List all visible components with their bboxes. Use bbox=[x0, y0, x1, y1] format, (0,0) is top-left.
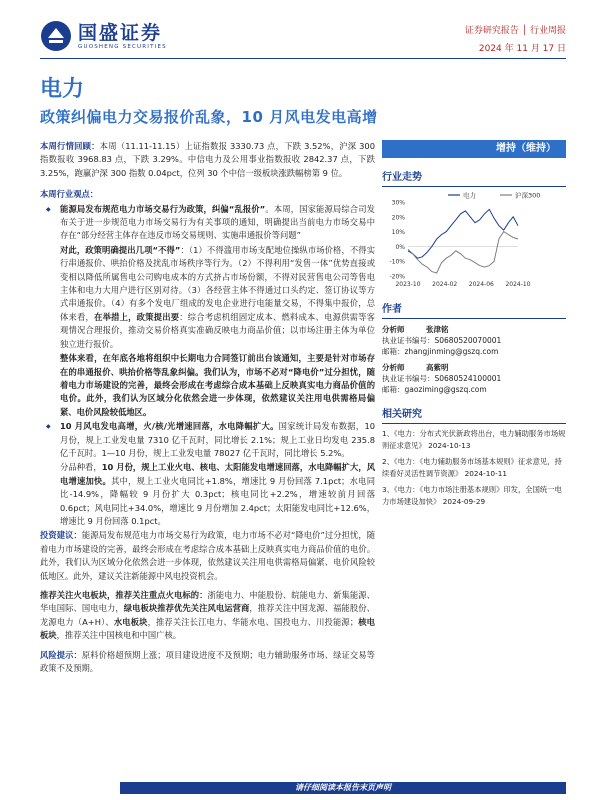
bullet-policy-text: 。本周，国家能源局综合司发布关于进一步规范电力市场交易行为有关事项的通知，明确提出当前电力市场交易中存在“部分经营主体存在违反市场交易规则、实施串通报价等问题” bbox=[60, 203, 375, 241]
report-date: 2024 年 11 月 17 日 bbox=[478, 44, 566, 54]
risk-text: 原料价格超预期上涨；项目建设进度不及预期；电力辅助服务市场、绿证交易等政策不及预期。 bbox=[40, 649, 375, 674]
brand-logo bbox=[40, 20, 167, 52]
related-item[interactable]: 2、《电力：《电力辅助服务市场基本规则》征求意见，持续看好灵活性调节资源》 2024-10-11 bbox=[382, 457, 562, 478]
analyst1-name: 张津铭 bbox=[426, 325, 449, 334]
rating-badge: 增持（维持） bbox=[382, 140, 566, 158]
investment-advice bbox=[40, 529, 375, 583]
investment-advice-text: 能源局发布规范电力市场交易行为政策，电力市场不必对“降电价”过分担忧，随着电力市场建设的完善，最终会形成在考虑综合成本基础上反映真实电力商品价值的电价。此外，我们认为区域分化依然会进一步体现，依然建议关注用电供需格局偏紧、电价风险较低地区。此外，建议关注新能源中风电投资机会。 bbox=[40, 530, 375, 581]
rec-lead3: 水电板块 bbox=[113, 616, 148, 627]
rec-text1: 浙能电力、申能股份、皖能电力、新集能源、华电国际、国电电力， bbox=[40, 590, 375, 614]
generation-detail-text: 其中，规上工业火电同比+1.8%，增速比 9 月份回落 7.1pct；水电同比-14.9%，降幅较 9 月份扩大 0.3pct；核电同比+2.2%，增速较前月回落 0.6pct；风电同比+34.0%，增速比 9 月份增加 2.4pct；太阳能发电同比+12.6%，增速比 9 月份回落 0.1pct。 bbox=[60, 475, 375, 526]
analyst2-row bbox=[382, 362, 566, 373]
generation-detail-lead: 10 月份，规上工业火电、核电、太阳能发电增速回落，水电降幅扩大，风电增速加快。 bbox=[60, 462, 375, 486]
generation-detail bbox=[40, 461, 375, 528]
market-review-text: 本周（11.11-11.15）上证指数报 3330.73 点，下跌 3.52%，沪深 300 指数报收 3968.83 点，下跌 3.29%。中信电力及公用事业指数报收 2842.37 点，下跌 3.25%，跑赢沪深 300 指数 0.04pct，位列 30 个中信一级板块涨跌幅榜第 9 位。 bbox=[40, 141, 375, 178]
policy-detail bbox=[40, 244, 375, 351]
x-tick-label: 2023-10 bbox=[395, 281, 421, 288]
policy-summary: 整体来看，在年底各地将组织中长期电力合同签订前出台该通知，主要是针对市场存在的串通报价、哄抬价格等乱象纠偏。我们认为，市场不必对“降电价”过分担忧，随着电力市场建设的完善，最终会形成在考虑综合成本基础上反映真实电力商品价值的电价。此外，我们认为区域分化依然会进一步体现，依然建议关注用电供需格局偏紧、电价风险较低地区。 bbox=[60, 353, 375, 417]
y-tick-label: -20% bbox=[389, 273, 405, 281]
industry-title: 电力 bbox=[40, 77, 85, 102]
analyst2-cert: 执业证书编号：S0680524100001 bbox=[382, 374, 502, 383]
y-tick-label: 0% bbox=[395, 243, 405, 251]
header-divider bbox=[40, 58, 566, 59]
analyst1-row bbox=[382, 324, 566, 335]
policy-detail-lead2: 在举措上，政策提出要 bbox=[94, 311, 180, 322]
trend-chart bbox=[382, 190, 566, 290]
y-tick-label: -10% bbox=[389, 258, 405, 266]
market-review bbox=[40, 140, 375, 180]
footer-disclaimer: 请仔细阅读本报告末页声明 bbox=[120, 782, 566, 794]
doc-type: 证券研究报告 │ 行业周报 bbox=[464, 26, 566, 36]
report-headline: 政策纠偏电力交易报价乱象，10 月风电发电高增 bbox=[40, 108, 378, 126]
investment-advice-label: 投资建议： bbox=[40, 530, 82, 541]
legend-label: 电力 bbox=[463, 191, 476, 200]
bullet-policy bbox=[40, 203, 375, 243]
policy-detail-text2: ：综合考虑机组固定成本、燃料成本、电源供需等客观情况合理报价，推动交易价格真实准确反映电力商品价值；以市场注册主体为单位独立进行报价。 bbox=[60, 311, 375, 349]
guosheng-logo-icon bbox=[40, 20, 72, 52]
analyst1-email[interactable]: 邮箱：zhangjinming@gszq.com bbox=[382, 347, 499, 356]
bullet-generation-text: 国家统计局发布数据，10 月份，规上工业发电量 7310 亿千瓦时，同比增长 2.1%；规上工业日均发电 235.8 亿千瓦时。1—10 月份，规上工业发电量 78027 亿千瓦时，同比增长 5.2%。 bbox=[60, 421, 376, 458]
analyst1-label: 分析师 bbox=[382, 325, 405, 334]
risk-label: 风险提示： bbox=[40, 649, 82, 660]
x-tick-label: 2024-02 bbox=[432, 281, 458, 288]
rec-lead2: 绿电板块推荐优先关注风电运营商 bbox=[123, 603, 250, 614]
rec-text2: ，推荐关注中国龙源、福能股份、龙源电力（A+H）、 bbox=[40, 603, 375, 627]
analyst2-email[interactable]: 邮箱：gaoziming@gszq.com bbox=[382, 385, 487, 394]
rec-lead: 推荐关注火电板块，推荐关注重点火电标的： bbox=[40, 590, 208, 600]
market-review-label: 本周行情回顾： bbox=[40, 141, 100, 151]
series-line-csi300 bbox=[408, 232, 518, 273]
policy-detail-lead: 对此，政策明确提出几项“不得” bbox=[60, 244, 181, 255]
y-tick-label: 20% bbox=[391, 214, 405, 222]
bullet-generation-lead: 10 月风电发电高增，火/核/光增速回落，水电降幅扩大。 bbox=[60, 421, 279, 432]
recommendations bbox=[40, 589, 375, 643]
analyst2-label: 分析师 bbox=[382, 363, 405, 372]
rec-text3: ，推荐关注长江电力、华能水电、国投电力、川投能源； bbox=[147, 616, 359, 627]
policy-detail-text: ：（1）不得滥用市场支配地位操纵市场价格，不得实行串通报价、哄抬价格及扰乱市场秩序等行为。（2）不得利用“发售一体”优势直接或变相以降低所属售电公司购电成本的方式挤占市场份额，不得对民营售电公司等售电主体和电力大用户进行区别对待。（3）各经营主体不得通过口头约定、签订协议等方式串通报价。（4）有多个发电厂组成的发电企业进行电能量交易，不得集中报价，总体来看， bbox=[60, 244, 375, 322]
brand-name: 国盛证券 bbox=[78, 22, 163, 44]
trend-title: 行业走势 bbox=[382, 168, 566, 187]
bullet-generation bbox=[40, 420, 375, 460]
author-title: 作者 bbox=[382, 300, 566, 319]
legend-label: 沪深300 bbox=[515, 191, 541, 200]
industry-view-label: 本周行业观点： bbox=[40, 189, 99, 200]
x-tick-label: 2024-06 bbox=[468, 281, 494, 288]
sidebar bbox=[382, 140, 566, 508]
brand-name-en: GUOSHENG SECURITIES bbox=[78, 44, 167, 50]
rec-text4: ，推荐关注中国核电和中国广核。 bbox=[56, 630, 182, 641]
analyst2-name: 高紫明 bbox=[426, 363, 449, 372]
x-tick-label: 2024-10 bbox=[505, 281, 531, 288]
y-tick-label: 30% bbox=[391, 199, 405, 207]
analyst1-cert: 执业证书编号：S0680520070001 bbox=[382, 336, 502, 345]
risk-warning bbox=[40, 649, 375, 676]
series-line-power bbox=[408, 209, 518, 258]
related-item[interactable]: 1、《电力：分布式光伏新政将出台，电力辅助服务市场规则征求意见》 2024-10-13 bbox=[382, 429, 566, 450]
y-tick-label: 10% bbox=[391, 229, 405, 237]
related-item[interactable]: 3、《电力：《电力市场注册基本规则》印发，全国统一电力市场建设加快》 2024-09-29 bbox=[382, 485, 562, 506]
rec-lead4: 核电板块 bbox=[40, 616, 375, 641]
main-body bbox=[40, 140, 375, 676]
bullet-policy-lead: 能源局发布规范电力市场交易行为政策，纠偏“乱报价” bbox=[60, 203, 266, 214]
generation-detail-prefix: 分品种看， bbox=[60, 462, 102, 473]
trend-chart-svg bbox=[382, 190, 566, 288]
related-title: 相关研究 bbox=[382, 405, 566, 424]
